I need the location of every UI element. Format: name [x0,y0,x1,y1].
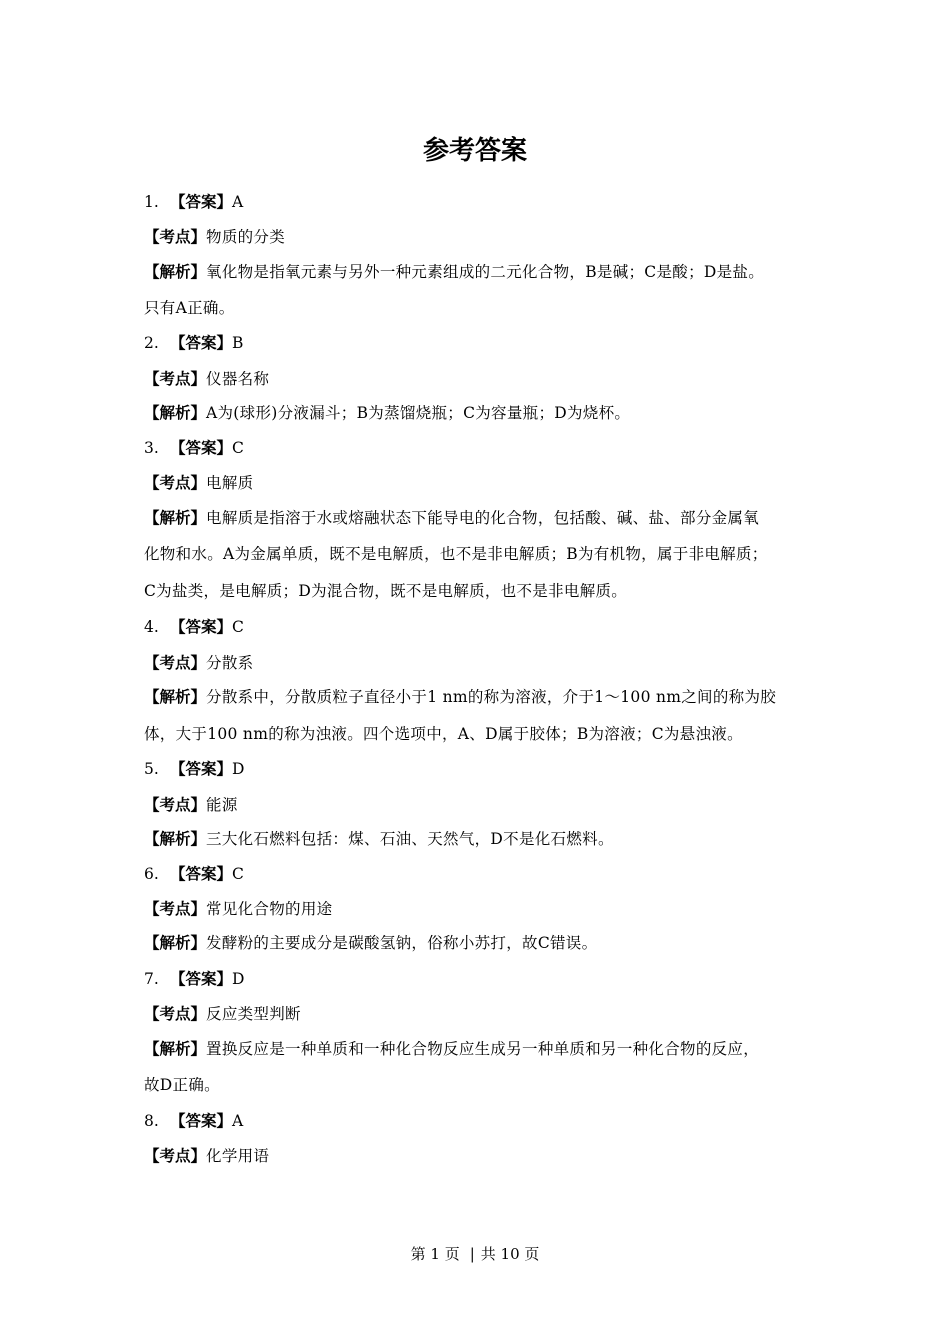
q2-analysis-line-1 [144,400,630,426]
analysis-text: 化物和水。A为金属单质，既不是电解质，也不是非电解质；B为有机物，属于非电解质； [144,545,768,563]
answer-label: 【答案】 [170,970,233,988]
analysis-text: 三大化石燃料包括：煤、石油、天然气，D不是化石燃料。 [206,830,614,848]
q4-answer-line [144,614,244,640]
answer-value: A [232,193,244,211]
answer-label: 【答案】 [170,760,233,778]
answer-label: 【答案】 [170,865,233,883]
q4-point-line [144,650,253,676]
analysis-label: 【解析】 [144,830,207,848]
analysis-text: 置换反应是一种单质和一种化合物反应生成另一种单质和另一种化合物的反应， [206,1040,760,1058]
q6-answer-line [144,861,244,887]
point-label: 【考点】 [144,654,207,672]
question-number: 6. [144,865,159,883]
point-label: 【考点】 [144,370,207,388]
question-number: 2. [144,334,159,352]
analysis-label: 【解析】 [144,404,207,422]
point-label: 【考点】 [144,900,207,918]
q1-answer-line [144,189,244,215]
q8-answer-line [144,1108,244,1134]
q4-analysis-line-2 [144,721,743,747]
page-footer [0,1242,950,1266]
q1-point-line [144,224,285,250]
analysis-label: 【解析】 [144,934,207,952]
point-value: 反应类型判断 [206,1005,301,1023]
q2-point-line [144,366,269,392]
point-label: 【考点】 [144,1005,207,1023]
question-number: 5. [144,760,159,778]
q1-analysis-line-2 [144,295,235,321]
analysis-text: 只有A正确。 [144,299,235,317]
q7-answer-line [144,966,245,992]
q1-analysis-line-1 [144,259,764,285]
analysis-label: 【解析】 [144,263,207,281]
q3-analysis-line-2 [144,541,768,567]
point-label: 【考点】 [144,1147,207,1165]
point-label: 【考点】 [144,228,207,246]
analysis-label: 【解析】 [144,688,207,706]
q5-point-line [144,792,238,818]
q7-analysis-line-1 [144,1036,759,1062]
answer-value: C [232,618,245,636]
question-number: 4. [144,618,159,636]
page-number: 第 1 页 [410,1245,460,1263]
q7-point-line [144,1001,301,1027]
point-label: 【考点】 [144,474,207,492]
question-number: 3. [144,439,159,457]
point-label: 【考点】 [144,796,207,814]
point-value: 常见化合物的用途 [206,900,333,918]
answer-label: 【答案】 [170,1112,233,1130]
question-number: 1. [144,193,159,211]
point-value: 物质的分类 [206,228,286,246]
page-total: 共 10 页 [480,1245,540,1263]
page-title: 参考答案 [422,136,527,166]
footer-separator: | [469,1245,475,1263]
answer-value: D [232,970,245,988]
q5-answer-line [144,756,245,782]
analysis-text: 故D正确。 [144,1076,220,1094]
point-value: 仪器名称 [206,370,270,388]
q3-analysis-line-3 [144,578,627,604]
analysis-label: 【解析】 [144,509,207,527]
q6-analysis-line-1 [144,930,597,956]
analysis-text: 发酵粉的主要成分是碳酸氢钠，俗称小苏打，故C错误。 [206,934,598,952]
point-value: 能源 [206,796,238,814]
answer-label: 【答案】 [170,618,233,636]
q3-point-line [144,470,253,496]
answer-value: D [232,760,245,778]
q5-analysis-line-1 [144,826,614,852]
analysis-text: 分散系中，分散质粒子直径小于1 nm的称为溶液，介于1～100 nm之间的称为胶 [206,688,777,706]
question-number: 8. [144,1112,159,1130]
q3-answer-line [144,435,244,461]
answer-value: B [232,334,244,352]
analysis-text: 氧化物是指氧元素与另外一种元素组成的二元化合物，B是碱；C是酸；D是盐。 [206,263,764,281]
point-value: 化学用语 [206,1147,270,1165]
answer-value: C [232,865,245,883]
analysis-label: 【解析】 [144,1040,207,1058]
q4-analysis-line-1 [144,684,776,710]
analysis-text: A为(球形)分液漏斗；B为蒸馏烧瓶；C为容量瓶；D为烧杯。 [206,404,631,422]
q6-point-line [144,896,332,922]
answer-value: A [232,1112,244,1130]
q7-analysis-line-2 [144,1072,220,1098]
answer-label: 【答案】 [170,193,233,211]
analysis-text: C为盐类，是电解质；D为混合物，既不是电解质，也不是非电解质。 [144,582,628,600]
point-value: 电解质 [206,474,254,492]
answer-label: 【答案】 [170,439,233,457]
point-value: 分散系 [206,654,254,672]
question-number: 7. [144,970,159,988]
analysis-text: 电解质是指溶于水或熔融状态下能导电的化合物，包括酸、碱、盐、部分金属氧 [206,509,760,527]
q8-point-line [144,1143,269,1169]
q3-analysis-line-1 [144,505,759,531]
q2-answer-line [144,330,244,356]
answer-label: 【答案】 [170,334,233,352]
analysis-text: 体，大于100 nm的称为浊液。四个选项中，A、D属于胶体；B为溶液；C为悬浊液。 [144,725,743,743]
answer-value: C [232,439,245,457]
